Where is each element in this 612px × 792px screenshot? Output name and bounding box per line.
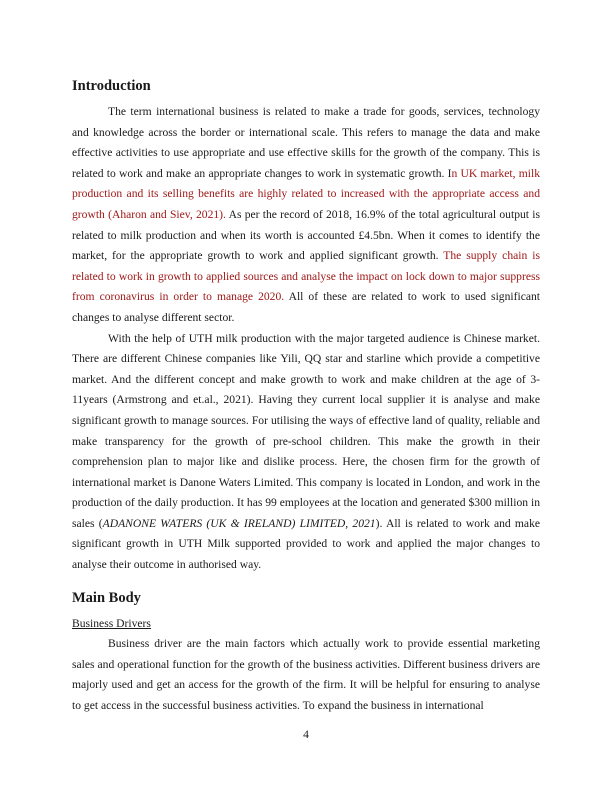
document-page xyxy=(72,76,540,717)
main-body-heading: Main Body xyxy=(72,589,141,606)
intro-paragraph-2 xyxy=(72,329,540,576)
intro-p1-text-a: The term international business is related to make a trade for goods, services, technology and knowledge across the border or international scale. This refers to manage the data and make effective activities to use appropriate and use effective skills for the growth of the company. This is related to work and make an appropriate changes to work in systematic growth. I xyxy=(72,105,540,180)
intro-p1-text-b: As per the record of 2018, 16.9% of the total agricultural output is related to milk production and when its worth is accounted £4.5bn. When it comes to identify the market, for the appropriate growth to work and applied significant growth. xyxy=(72,207,541,263)
intro-p1-text-c: All of these are related to work to used significant changes to analyse different sector. xyxy=(72,290,540,324)
business-drivers-subheading: Business Drivers xyxy=(72,616,151,630)
introduction-heading: Introduction xyxy=(72,78,151,94)
spacer xyxy=(72,576,540,588)
page-number: 4 xyxy=(303,728,309,741)
intro-p2-text-b: ). All is related to work and make significant growth in UTH Milk supported provided to work and applied the major changes to analyse their outcome in authorised way. xyxy=(72,516,541,572)
intro-p2-citation: ADANONE WATERS (UK & IRELAND) LIMITED, 2021 xyxy=(102,516,376,530)
intro-p1-highlight-2: The supply chain is related to work in growth to applied sources and analyse the impact on lock down to major suppress from coronavirus in order to manage 2020. xyxy=(72,249,540,304)
intro-p1-highlight-1: n UK market, milk production and its selling benefits are highly related to increased with the appropriate access and growth (Aharon and Siev, 2021). xyxy=(72,166,540,221)
intro-paragraph-1 xyxy=(72,102,540,329)
intro-p2-text-a: With the help of UTH milk production with the major targeted audience is Chinese market. There are different Chinese companies like Yili, QQ star and starline which provide a competitive market. And the different concept and make growth to work and make children at the age of 3-11years (Armstrong and et.al., 2021). Having they current local supplier it is analyse and make significant growth to manage sources. For utilising the ways of effective land of quality, reliable and make transparency for the growth of pre-school children. This make the growth in their comprehension plan to major like and dislike process. Here, the chosen firm for the growth of international market is Danone Waters Limited. This company is located in London, and work in the production of the daily production. It has 99 employees at the location and generated $300 million in sales ( xyxy=(72,331,540,530)
main-paragraph-1: Business driver are the main factors which actually work to provide essential marketing sales and operational function for the growth of the business activities. Different business drivers are majorly used and get an access for the growth of the firm. It will be helpful for ensuring to analyse to get access in the successful business activities. To expand the business in international xyxy=(72,637,540,713)
